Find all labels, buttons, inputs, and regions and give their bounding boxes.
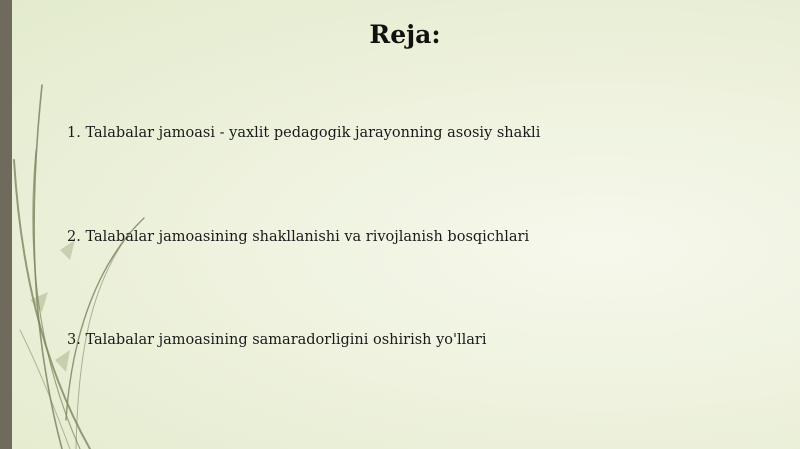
list-item: 2. Talabalar jamoasining shakllanishi va rivojlanish bosqichlari [67, 229, 530, 245]
list-item: 1. Talabalar jamoasi - yaxlit pedagogik jarayonning asosiy shakli [67, 125, 541, 141]
decorative-stems [0, 0, 200, 449]
slide-title: Reja: [369, 20, 441, 49]
list-item: 3. Talabalar jamoasining samaradorligini oshirish yo'llari [67, 332, 487, 348]
